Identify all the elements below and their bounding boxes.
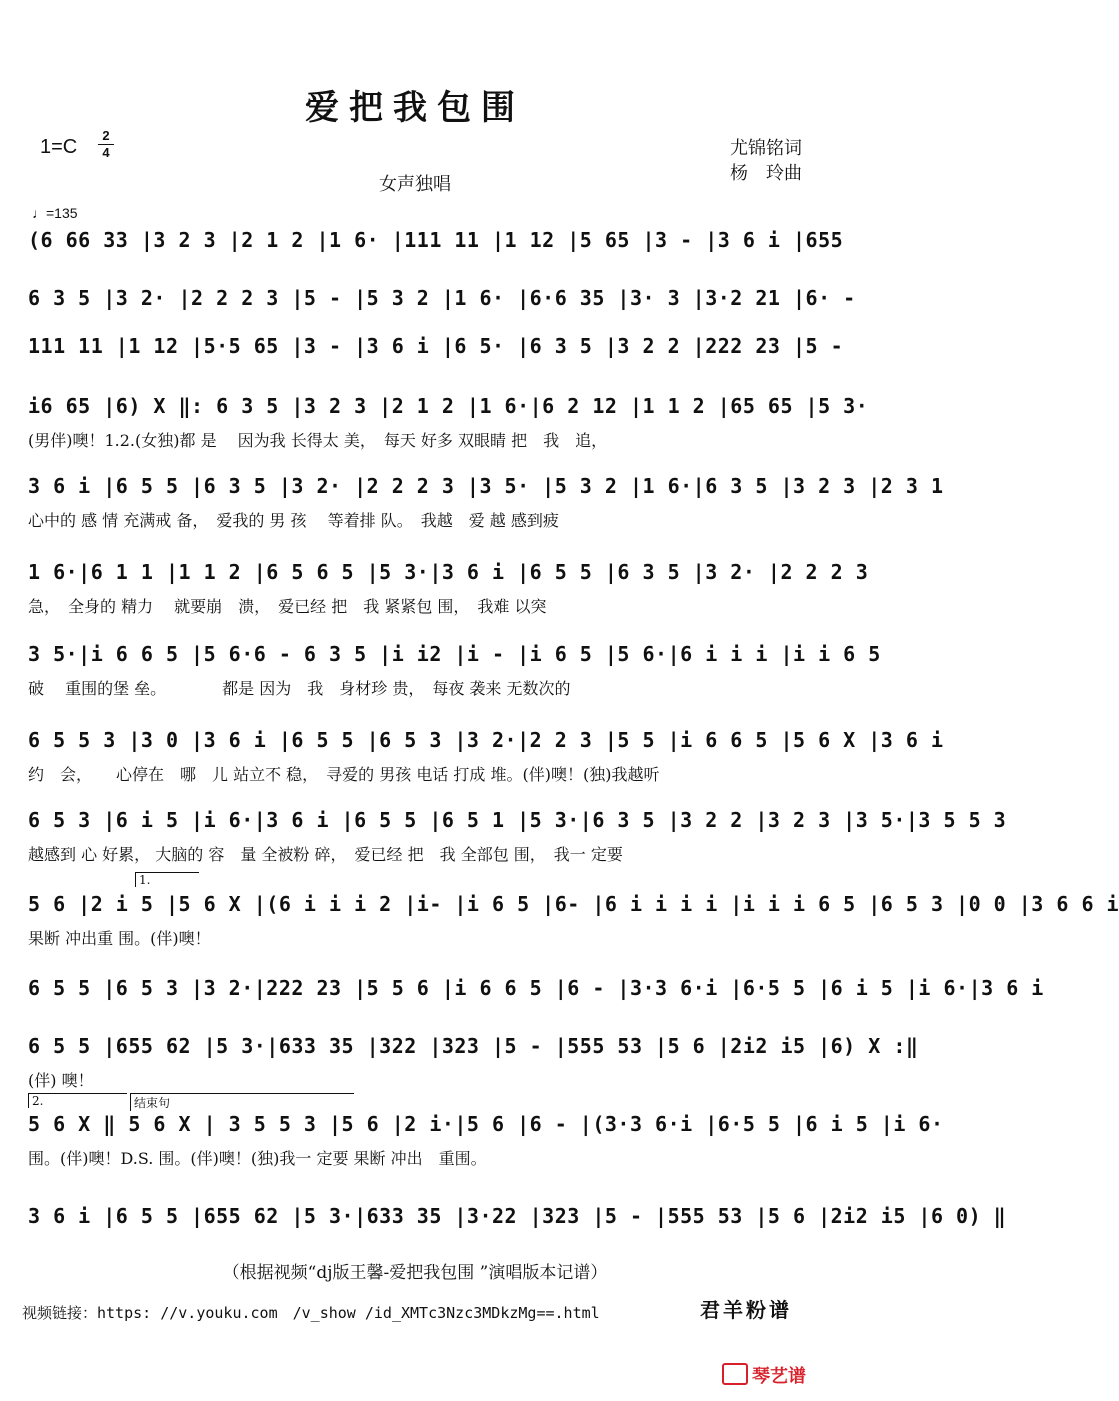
staff-row-lyrics: (男伴)噢！1.2.(女独)都 是 因为我 长得太 美， 每天 好多 双眼睛 把 我 追，	[28, 431, 608, 450]
staff-row-notes: 5 6 |2 i 5 |5 6 X |(6 i i i 2 |i- |i 6 5 |6- |6 i i i i |i i i 6 5 |6 5 3 |0 0 |3 6 6 i	[28, 892, 1119, 916]
staff-row-lyrics: 破 重围的堡 垒。 都是 因为 我 身材珍 贵， 每夜 袭来 无数次的	[28, 679, 571, 698]
staff-row-notes: 3 5·|i 6 6 5 |5 6·6 - 6 3 5 |i i2 |i - |i 6 5 |5 6·|6 i i i |i i 6 5	[28, 642, 881, 666]
composer: 杨 玲曲	[730, 163, 802, 184]
score-title: 爱把我包围	[305, 88, 525, 128]
staff-row-notes: 111 11 |1 12 |5·5 65 |3 - |3 6 i |6 5· |6 3 5 |3 2 2 |222 23 |5 -	[28, 334, 844, 358]
staff-row-notes: 6 3 5 |3 2· |2 2 2 3 |5 - |5 3 2 |1 6· |6·6 35 |3· 3 |3·2 21 |6· -	[28, 286, 856, 310]
staff-row-lyrics: 心中的 感 情 充满戒 备， 爱我的 男 孩 等着排 队。 我越 爱 越 感到疲	[28, 511, 559, 530]
transcriber-signature: 君羊粉谱	[700, 1298, 792, 1322]
staff-row-notes: 6 5 3 |6 i 5 |i 6·|3 6 i |6 5 5 |6 5 1 |5 3·|6 3 5 |3 2 2 |3 2 3 |3 5·|3 5 5 3	[28, 808, 1007, 832]
staff-row-notes: 6 5 5 |655 62 |5 3·|633 35 |322 |323 |5 - |555 53 |5 6 |2i2 i5 |6) X :‖	[28, 1034, 919, 1058]
staff-row-lyrics: 围。(伴)噢！D.S. 围。(伴)噢！(独)我一 定要 果断 冲出 重围。	[28, 1149, 487, 1168]
volta-1: 1.	[135, 872, 199, 887]
time-signature	[98, 128, 114, 161]
volta-2: 2.	[28, 1093, 127, 1108]
source-note: （根据视频“dj版王馨-爱把我包围 ”演唱版本记谱）	[222, 1263, 608, 1283]
staff-row-notes: i6 65 |6) X ‖: 6 3 5 |3 2 3 |2 1 2 |1 6·|6 2 12 |1 1 2 |65 65 |5 3·	[28, 394, 869, 418]
staff-row-notes: 3 6 i |6 5 5 |6 3 5 |3 2· |2 2 2 3 |3 5· |5 3 2 |1 6·|6 3 5 |3 2 3 |2 3 1	[28, 474, 944, 498]
staff-row-notes: (6 66 33 |3 2 3 |2 1 2 |1 6· |111 11 |1 12 |5 65 |3 - |3 6 i |655	[28, 228, 844, 252]
tempo-marking: ♩=135	[32, 205, 78, 221]
site-logo	[722, 1362, 806, 1388]
staff-row-lyrics: 约 会， 心停在 哪 儿 站立不 稳， 寻爱的 男孩 电话 打成 堆。(伴)噢！(独)我越听	[28, 765, 660, 784]
ending-label: 结束句	[130, 1093, 354, 1111]
staff-row-notes: 5 6 X ‖ 5 6 X | 3 5 5 3 |5 6 |2 i·|5 6 |6 - |(3·3 6·i |6·5 5 |6 i 5 |i 6·	[28, 1112, 944, 1136]
logo-icon	[722, 1363, 748, 1385]
staff-row-notes: 1 6·|6 1 1 |1 1 2 |6 5 6 5 |5 3·|3 6 i |6 5 5 |6 3 5 |3 2· |2 2 2 3	[28, 560, 869, 584]
staff-row-lyrics: 越感到 心 好累， 大脑的 容 量 全被粉 碎， 爱已经 把 我 全部包 围， 我一 定要	[28, 845, 623, 864]
lyricist: 尤锦铭词	[730, 138, 802, 159]
time-signature-top: 2	[98, 128, 114, 145]
video-link[interactable]: 视频链接：https: //v.youku.com /v_show /id_XMTc3Nzc3MDkzMg==.html	[22, 1304, 600, 1322]
key-signature: 1=C	[40, 136, 78, 158]
performance-type: 女声独唱	[379, 174, 451, 195]
staff-row-lyrics: (伴) 噢！	[28, 1071, 94, 1090]
staff-row-notes: 3 6 i |6 5 5 |655 62 |5 3·|633 35 |3·22 |323 |5 - |555 53 |5 6 |2i2 i5 |6 0) ‖	[28, 1204, 1007, 1228]
staff-row-lyrics: 果断 冲出重 围。(伴)噢！	[28, 929, 211, 948]
staff-row-notes: 6 5 5 |6 5 3 |3 2·|222 23 |5 5 6 |i 6 6 5 |6 - |3·3 6·i |6·5 5 |6 i 5 |i 6·|3 6 i	[28, 976, 1044, 1000]
logo-text: 琴艺谱	[752, 1366, 806, 1387]
staff-row-lyrics: 急， 全身的 精力 就要崩 溃， 爱已经 把 我 紧紧包 围， 我难 以突	[28, 597, 547, 616]
staff-row-notes: 6 5 5 3 |3 0 |3 6 i |6 5 5 |6 5 3 |3 2·|2 2 3 |5 5 |i 6 6 5 |5 6 X |3 6 i	[28, 728, 944, 752]
time-signature-bottom: 4	[102, 145, 110, 160]
